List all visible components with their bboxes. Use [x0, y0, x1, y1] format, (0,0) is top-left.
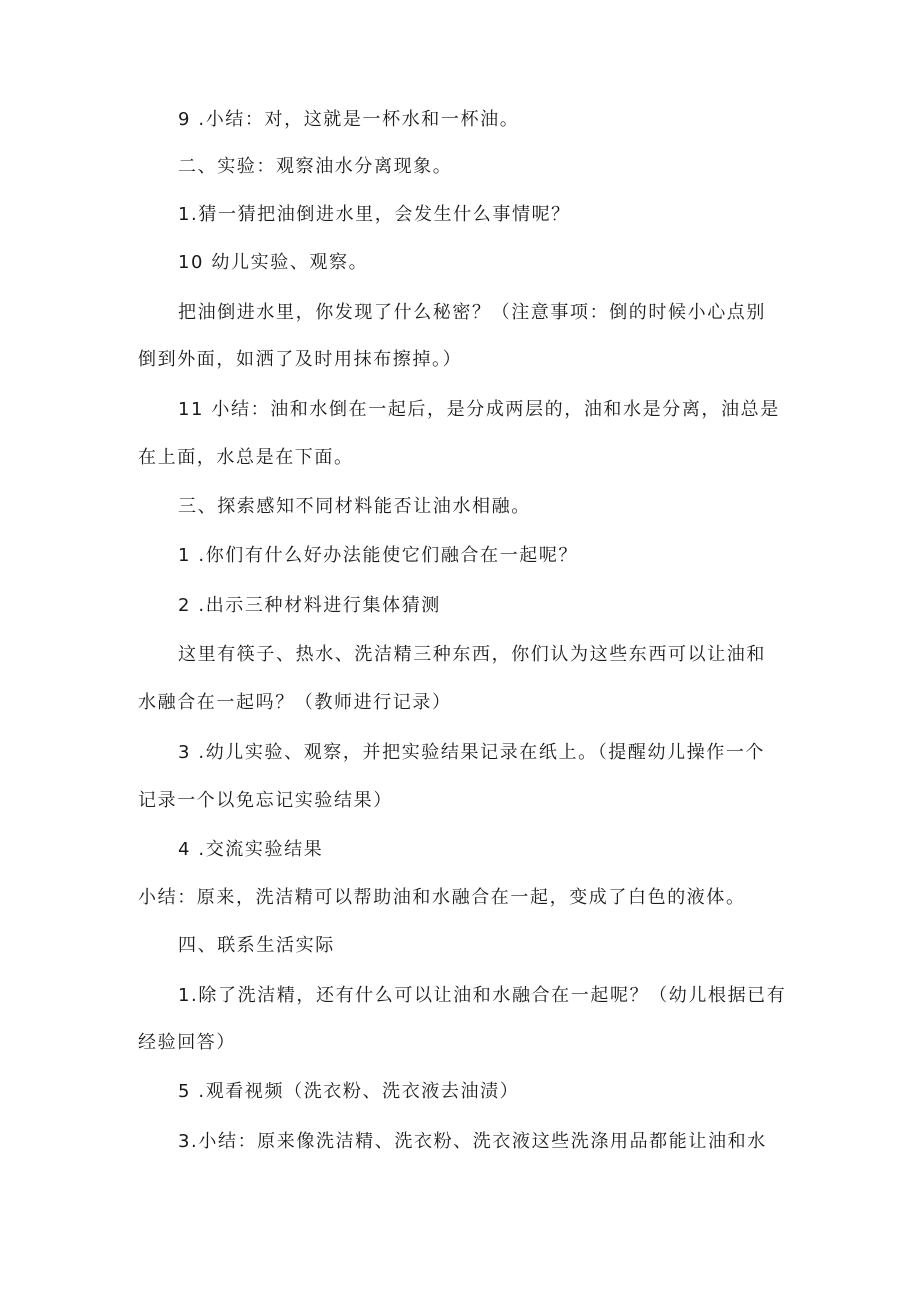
text-line: 2 .出示三种材料进行集体猜测	[178, 595, 441, 616]
text-line: 4 .交流实验结果	[178, 839, 324, 860]
text-line: 9 .小结：对，这就是一杯水和一杯油。	[178, 109, 520, 130]
section-heading: 三、探索感知不同材料能否让油水相融。	[178, 496, 531, 517]
text-line: 倒到外面，如洒了及时用抹布擦掉。）	[138, 349, 463, 370]
text-line: 3 .幼儿实验、观察，并把实验结果记录在纸上。（提醒幼儿操作一个	[178, 742, 766, 763]
text-line: 1 .你们有什么好办法能使它们融合在一起呢？	[178, 545, 579, 566]
section-heading: 四、联系生活实际	[178, 935, 335, 956]
text-line: 5 .观看视频（洗衣粉、洗衣液去油渍）	[178, 1081, 520, 1102]
text-line: 1.猜一猜把油倒进水里，会发生什么事情呢？	[178, 204, 571, 225]
text-line: 这里有筷子、热水、洗洁精三种东西，你们认为这些东西可以让油和	[178, 644, 766, 665]
text-line: 10 幼儿实验、观察。	[178, 252, 369, 273]
text-line: 把油倒进水里，你发现了什么秘密？（注意事项：倒的时候小心点别	[178, 302, 766, 323]
text-line: 水融合在一起吗？（教师进行记录）	[138, 692, 452, 713]
text-line: 记录一个以免忘记实验结果）	[138, 790, 393, 811]
section-heading: 二、实验：观察油水分离现象。	[178, 156, 453, 177]
text-line: 小结：原来，洗洁精可以帮助油和水融合在一起，变成了白色的液体。	[138, 887, 746, 908]
text-line: 3.小结：原来像洗洁精、洗衣粉、洗衣液这些洗涤用品都能让油和水	[178, 1131, 767, 1152]
text-line: 1.除了洗洁精，还有什么可以让油和水融合在一起呢？（幼儿根据已有	[178, 985, 787, 1006]
text-line: 在上面，水总是在下面。	[138, 447, 354, 468]
text-line: 经验回答）	[138, 1032, 236, 1053]
text-line: 11 小结：油和水倒在一起后，是分成两层的，油和水是分离，油总是	[178, 399, 780, 420]
